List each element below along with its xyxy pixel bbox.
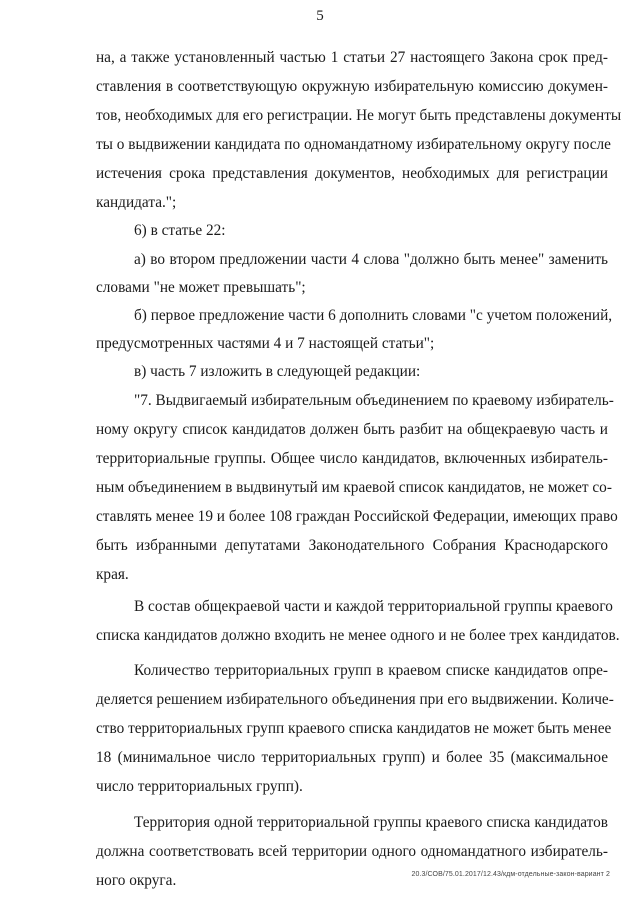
text-line: истечения срока представления документов, необходимых для регистрации [96,165,608,182]
text-line: ставлять менее 19 и более 108 граждан Российской Федерации, имеющих право [96,508,618,525]
text-line: ного округа. [96,872,177,889]
text-line: быть избранными депутатами Законодательного Собрания Краснодарского [96,537,608,554]
text-line: края. [96,566,129,583]
text-line: ному округу список кандидатов должен быть разбит на общекраевую часть и [96,421,608,438]
text-line: В состав общекраевой части и каждой территориальной группы краевого [134,598,613,615]
text-line: Территория одной территориальной группы краевого списка кандидатов [134,814,608,831]
text-line: словами "не может превышать"; [96,279,306,296]
text-line: "7. Выдвигаемый избирательным объединением по краевому избиратель- [134,392,614,409]
text-line: должна соответствовать всей территории одного одномандатного избиратель- [96,843,608,860]
text-line: кандидата."; [96,194,177,211]
text-line: 18 (минимальное число территориальных групп) и более 35 (максимальное [96,749,608,766]
text-line: ставления в соответствующую окружную избирательную комиссию докумен- [96,78,608,95]
text-line: предусмотренных частями 4 и 7 настоящей статьи"; [96,335,435,352]
text-line: деляется решением избирательного объединения при его выдвижении. Количе- [96,691,614,708]
document-footer-code: 20.3/СОВ/75.01.2017/12.43/кдм-отдельные-закон-вариант 2 [411,871,610,878]
text-line: списка кандидатов должно входить не менее одного и не более трех кандидатов. [96,627,620,644]
text-line: число территориальных групп). [96,778,303,795]
text-line: ты о выдвижении кандидата по одномандатному избирательному округу после [96,136,611,153]
text-line: территориальные группы. Общее число кандидатов, включенных избиратель- [96,450,608,467]
text-line: на, а также установленный частью 1 статьи 27 настоящего Закона срок пред- [96,49,608,66]
text-line: ство территориальных групп краевого списка кандидатов не может быть менее [96,720,612,737]
text-line: ным объединением в выдвинутый им краевой список кандидатов, не может со- [96,479,612,496]
text-line: а) во втором предложении части 4 слова "должно быть менее" заменить [134,251,608,268]
text-line: тов, необходимых для его регистрации. Не могут быть представлены документы [96,107,622,124]
text-line: 6) в статье 22: [134,222,226,239]
page-number: 5 [316,8,324,24]
text-line: б) первое предложение части 6 дополнить словами "с учетом положений, [134,307,613,324]
text-line: Количество территориальных групп в краевом списке кандидатов опре- [134,662,608,679]
text-line: в) часть 7 изложить в следующей редакции: [134,363,421,380]
